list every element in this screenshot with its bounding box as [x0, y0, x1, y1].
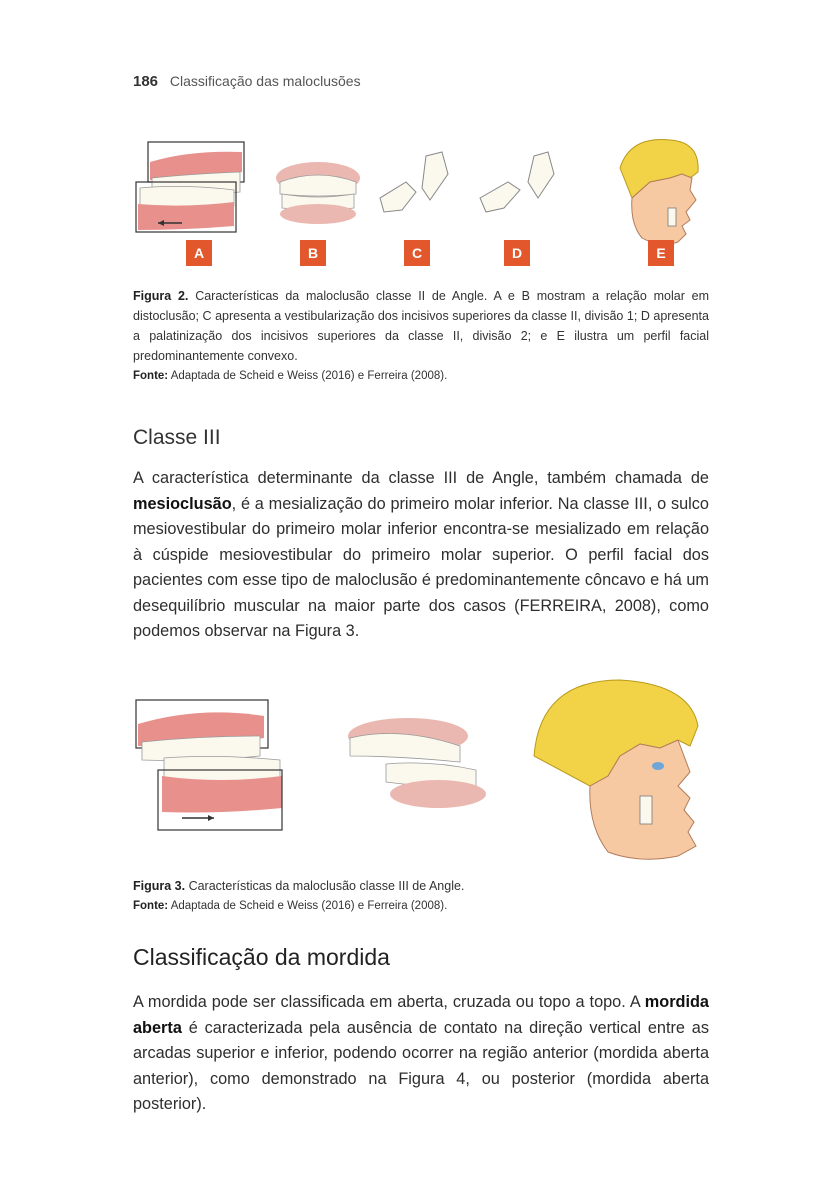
figure-2-source-label: Fonte:	[133, 370, 169, 382]
figure-3-source	[133, 896, 709, 916]
facial-profile-e	[620, 140, 698, 245]
figure-2-label-e: E	[648, 240, 674, 266]
figure-3-caption-text: Características da maloclusão classe III de Angle.	[188, 879, 465, 893]
occlusion-class-iii	[348, 718, 486, 808]
jaw-model-a	[136, 142, 244, 232]
figure-3-source-text: Adaptada de Scheid e Weiss (2016) e Ferreira (2008).	[170, 900, 448, 912]
incisors-d	[480, 152, 554, 212]
classe-iii-term: mesioclusão	[133, 494, 232, 513]
figure-3	[130, 676, 710, 866]
mordida-text-2: é caracterizada pela ausência de contato na direção vertical entre as arcadas superior e inferior, podendo ocorrer na região anterior (mordida aberta anterior), como demonstrado na Figura 4, ou posterior (mordida aberta posterior).	[133, 1018, 709, 1113]
figure-2-label-a: A	[186, 240, 212, 266]
mordida-heading: Classificação da mordida	[133, 944, 390, 970]
figure-2-label-d: D	[504, 240, 530, 266]
classe-iii-paragraph	[133, 466, 709, 645]
figure-3-illustration	[130, 676, 710, 866]
jaw-model-class-iii	[136, 700, 282, 830]
occlusion-b	[276, 162, 360, 224]
classe-iii-text-rest: , é a mesialização do primeiro molar inferior. Na classe III, o sulco mesiovestibular do primeiro molar inferior encontra-se mesializado em relação à cúspide mesiovestibular do primeiro molar superior. O perfil facial dos pacientes com esse tipo de maloclusão é predominantemente côncavo e há um desequilíbrio muscular na maior parte dos casos (FERREIRA, 2008), como podemos observar na Figura 3.	[133, 494, 709, 640]
figure-2	[130, 138, 710, 268]
figure-2-label-b: B	[300, 240, 326, 266]
figure-2-source-text: Adaptada de Scheid e Weiss (2016) e Ferreira (2008).	[170, 370, 448, 382]
figure-3-caption	[133, 876, 709, 916]
figure-2-caption	[133, 286, 709, 386]
figure-3-source-label: Fonte:	[133, 900, 169, 912]
facial-profile-concave	[534, 680, 698, 859]
running-title: Classificação das maloclusões	[169, 73, 361, 89]
incisors-c	[380, 152, 448, 212]
figure-3-caption-label: Figura 3.	[133, 879, 186, 893]
mordida-term: mordida aberta	[133, 993, 709, 1037]
classe-iii-text-intro: A característica determinante da classe III de Angle, também chamada de	[133, 469, 709, 487]
classe-iii-heading: Classe III	[133, 426, 221, 449]
mordida-text-1: A mordida pode ser classificada em aberta, cruzada ou topo a topo. A	[133, 993, 645, 1011]
figure-2-caption-text: Características da maloclusão classe II de Angle. A e B mostram a relação molar em distoclusão; C apresenta a vestibularização dos incisivos superiores da classe II, divisão 1; D apresenta a palatinização dos incisivos superiores da classe II, divisão 2; e E ilustra um perfil facial predominantemente convexo.	[133, 289, 709, 363]
figure-2-label-c: C	[404, 240, 430, 266]
figure-2-source	[133, 366, 709, 386]
mordida-paragraph	[133, 990, 709, 1118]
running-header	[133, 73, 361, 90]
figure-2-caption-label: Figura 2.	[133, 289, 189, 303]
page-number: 186	[133, 73, 159, 90]
